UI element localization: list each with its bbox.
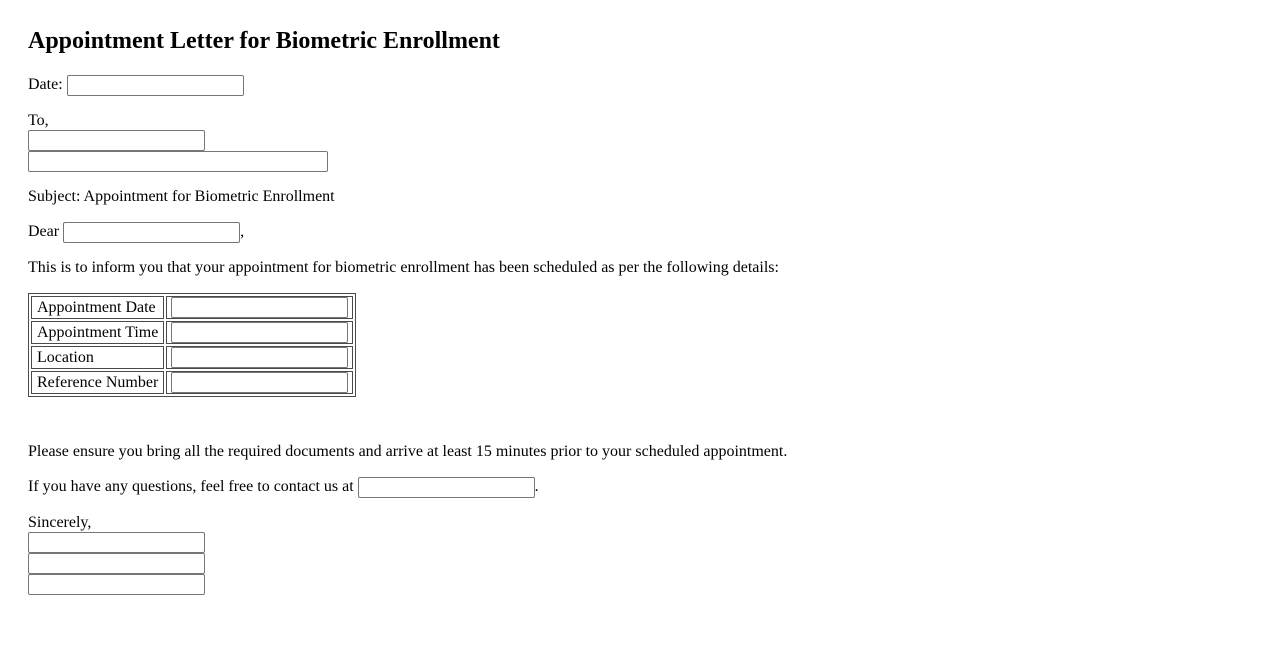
location-label: Location — [31, 346, 164, 369]
table-row — [31, 346, 353, 369]
reference-number-label: Reference Number — [31, 371, 164, 394]
contact-input[interactable] — [358, 477, 535, 498]
intro-paragraph: This is to inform you that your appointment for biometric enrollment has been scheduled as per the following details: — [28, 259, 779, 276]
table-row — [31, 371, 353, 394]
table-row — [31, 296, 353, 319]
closing-label: Sincerely, — [28, 514, 92, 531]
location-input[interactable] — [171, 347, 348, 368]
salutation-name-input[interactable] — [63, 222, 240, 243]
page-title: Appointment Letter for Biometric Enrollment — [28, 28, 500, 54]
recipient-name-input[interactable] — [28, 130, 205, 151]
contact-period: . — [534, 478, 539, 496]
salutation-row — [28, 222, 244, 243]
appointment-date-input[interactable] — [171, 297, 348, 318]
reminder-paragraph: Please ensure you bring all the required documents and arrive at least 15 minutes prior to your scheduled appointment. — [28, 443, 788, 460]
date-input[interactable] — [67, 75, 244, 96]
date-label: Date: — [28, 76, 63, 94]
contact-text: If you have any questions, feel free to contact us at — [28, 478, 354, 496]
appointment-date-label: Appointment Date — [31, 296, 164, 319]
subject-line: Subject: Appointment for Biometric Enrollment — [28, 188, 335, 205]
appointment-details-table — [28, 293, 356, 397]
to-label: To, — [28, 112, 49, 129]
contact-row — [28, 477, 539, 498]
salutation-comma: , — [240, 223, 245, 241]
reference-number-input[interactable] — [171, 372, 348, 393]
appointment-time-label: Appointment Time — [31, 321, 164, 344]
appointment-time-input[interactable] — [171, 322, 348, 343]
signature-input-3[interactable] — [28, 574, 205, 595]
table-row — [31, 321, 353, 344]
recipient-address-input[interactable] — [28, 151, 328, 172]
date-row — [28, 75, 244, 96]
signature-input-2[interactable] — [28, 553, 205, 574]
signature-input-1[interactable] — [28, 532, 205, 553]
dear-label: Dear — [28, 223, 60, 241]
